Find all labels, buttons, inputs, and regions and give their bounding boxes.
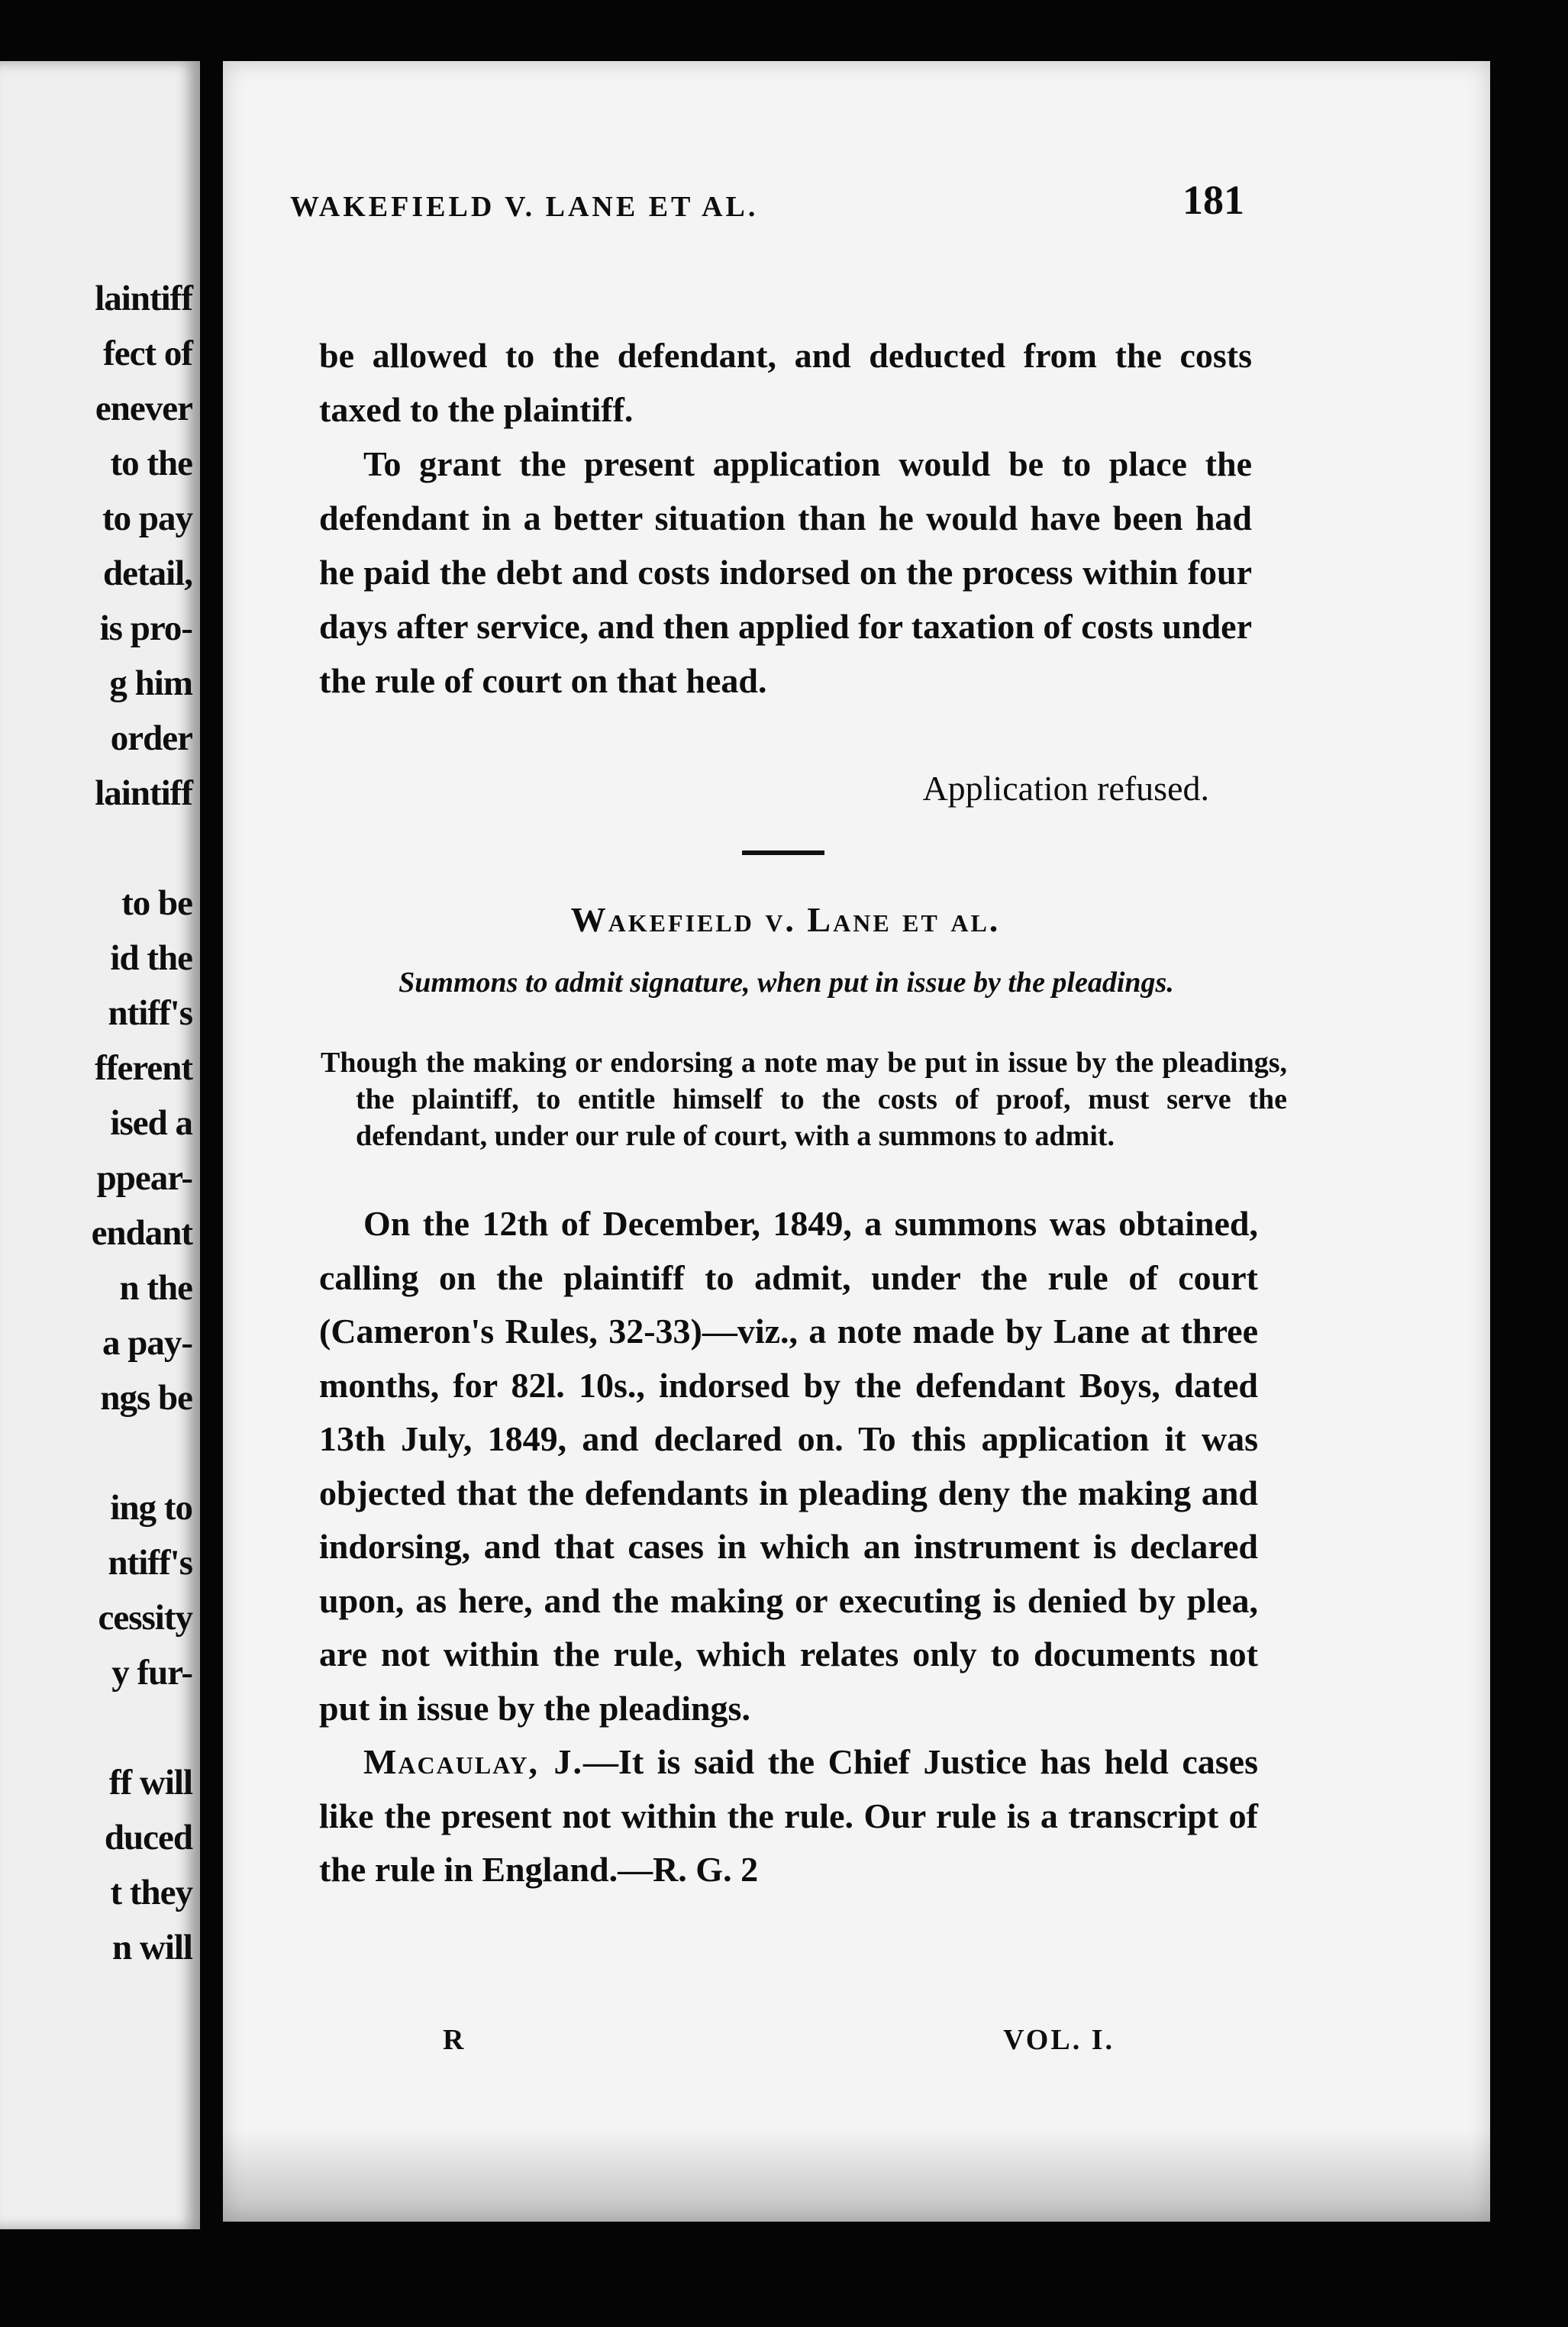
disposition: Application refused. <box>922 769 1209 808</box>
section-divider <box>742 850 824 855</box>
facing-page-text-fragment: endant <box>91 1213 192 1253</box>
page-header <box>290 176 1244 230</box>
judgment-text: —It is said the Chief Justice has held cases like the present not within the rule. Our rule is a transcript of the rule in England.—R. G. 2 <box>319 1742 1258 1889</box>
facing-page-text-fragment: ised a <box>110 1103 192 1143</box>
facing-page-text-fragment: laintiff <box>95 773 192 813</box>
page-footer <box>443 2023 1115 2069</box>
case-paragraph: On the 12th of December, 1849, a summons was obtained, calling on the plaintiff to admit, under the rule of court (Cameron's Rules, 32-33)—viz., a note made by Lane at three months, for 82l. 10s., indorsed by the defendant Boys, dated 13th July, 1849, and declared on. To this application it was objected that the defendants in pleading deny the making and indorsing, and that cases in which an instrument is declared upon, as here, and the making or executing is denied by plea, are not within the rule, which relates only to documents not put in issue by the pleadings. <box>319 1204 1258 1728</box>
facing-page-text-fragment: cessity <box>98 1598 192 1638</box>
facing-page-text-fragment: detail, <box>102 554 192 593</box>
running-head: WAKEFIELD V. LANE ET AL. <box>290 191 759 223</box>
facing-page-text-fragment: ngs be <box>100 1378 192 1418</box>
facing-page-fragment <box>0 61 200 2229</box>
continuation-paragraph: be allowed to the defendant, and deducted from the costs taxed to the plaintiff. <box>319 336 1252 429</box>
page-number: 181 <box>1182 177 1244 223</box>
facing-page-text-fragment: order <box>110 718 192 758</box>
facing-page-text-fragment: to the <box>110 444 192 483</box>
facing-page-text-fragment: ff will <box>108 1763 192 1803</box>
facing-page-text-fragment: fferent <box>95 1048 192 1088</box>
judgment-paragraph <box>319 1735 1258 1897</box>
facing-page-text-fragment: ing to <box>110 1488 192 1528</box>
facing-page-text-fragment: enever <box>95 389 192 428</box>
facing-page-text-fragment: y fur- <box>111 1653 192 1693</box>
facing-page-text-fragment: g him <box>109 663 192 703</box>
facing-page-text-fragment: to be <box>121 883 192 923</box>
case-body <box>319 1197 1258 1897</box>
facing-page-text-fragment: n the <box>119 1268 192 1308</box>
facing-page-text-fragment: laintiff <box>95 279 192 318</box>
facing-page-text-fragment: duced <box>104 1818 192 1857</box>
headnote: Though the making or endorsing a note may be put in issue by the pleadings, the plaintiff, to entitle himself to the costs of proof, must serve the defendant, under our rule of court, with a summons to admit. <box>321 1047 1287 1152</box>
facing-page-text-fragment: n will <box>111 1928 192 1967</box>
judge-name: Macaulay, J. <box>363 1742 584 1781</box>
page-shadow <box>223 2130 1490 2222</box>
signature-mark: R <box>443 2024 464 2056</box>
facing-page-text-fragment: fect of <box>103 334 192 373</box>
facing-page-text-fragment: ppear- <box>96 1158 192 1198</box>
facing-page-text-fragment: to pay <box>102 499 192 538</box>
facing-page-text-fragment: a pay- <box>102 1323 192 1363</box>
volume-label: VOL. I. <box>1003 2024 1115 2056</box>
case-subject: Summons to admit signature, when put in issue by the pleadings. <box>398 967 1174 999</box>
facing-page-text-fragment: ntiff's <box>108 993 192 1033</box>
continuation-paragraph-2: To grant the present application would be to place the defendant in a better situation than he would have been had he paid the debt and costs indorsed on the process within four days after service, and then applied for taxation of costs under the rule of court on that head. <box>319 444 1252 700</box>
facing-page-text-fragment: t they <box>110 1873 192 1912</box>
case-title: Wakefield v. Lane et al. <box>570 900 1001 939</box>
facing-page-text-fragment: is pro- <box>99 608 192 648</box>
facing-page-text-fragment: id the <box>110 938 192 978</box>
facing-page-text-fragment: ntiff's <box>108 1543 192 1583</box>
